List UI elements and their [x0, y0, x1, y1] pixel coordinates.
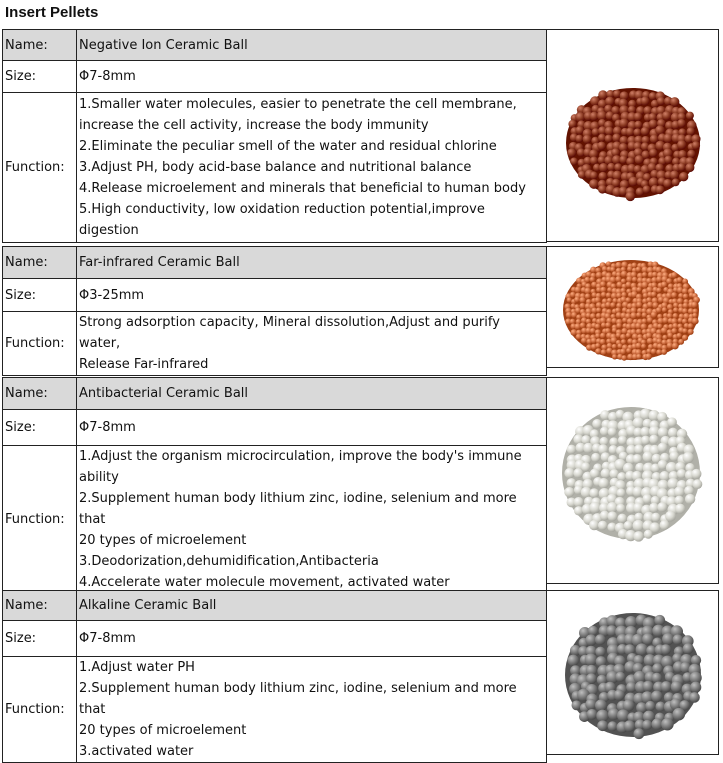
- ceramic-ball: [601, 349, 607, 355]
- product-name: Negative Ion Ceramic Ball: [77, 30, 547, 61]
- ceramic-ball: [634, 444, 644, 454]
- ceramic-ball: [679, 172, 688, 181]
- ceramic-ball: [610, 302, 616, 308]
- ceramic-ball: [600, 333, 606, 339]
- ceramic-ball: [608, 721, 618, 731]
- ceramic-ball: [626, 333, 632, 339]
- ceramic-ball: [631, 263, 637, 269]
- ceramic-ball: [662, 633, 674, 645]
- product-size: Φ3-25mm: [77, 279, 547, 312]
- ceramic-ball: [589, 179, 599, 189]
- ceramic-ball: [585, 699, 596, 710]
- product-spec-table: [2, 246, 547, 376]
- ceramic-ball: [624, 521, 633, 530]
- product-name: Alkaline Ceramic Ball: [77, 591, 547, 621]
- ceramic-ball: [584, 288, 591, 295]
- ceramic-ball: [579, 303, 585, 309]
- ceramic-ball: [661, 644, 672, 655]
- ceramic-ball: [689, 692, 700, 703]
- function-line: 3.Adjust PH, body acid-base balance and nutritional balance: [79, 160, 472, 175]
- ceramic-ball: [642, 494, 652, 504]
- ceramic-ball: [606, 261, 612, 267]
- ceramic-ball: [595, 699, 607, 711]
- ceramic-ball: [656, 185, 665, 194]
- function-line: 20 types of microelement: [79, 723, 247, 738]
- ceramic-ball: [632, 454, 642, 464]
- ceramic-ball: [678, 163, 686, 171]
- ceramic-ball: [635, 343, 641, 349]
- ceramic-ball: [574, 497, 584, 507]
- ceramic-ball: [585, 653, 597, 665]
- size-label: Size:: [3, 61, 77, 93]
- ceramic-ball: [674, 486, 685, 497]
- ceramic-ball: [625, 191, 635, 201]
- ceramic-ball: [627, 266, 633, 272]
- ceramic-ball: [587, 709, 598, 720]
- ceramic-ball: [598, 478, 609, 489]
- ceramic-ball: [629, 177, 639, 187]
- ceramic-ball: [693, 479, 703, 489]
- ceramic-ball: [643, 185, 651, 193]
- ceramic-ball: [662, 307, 667, 312]
- white-ceramic-balls-photo: [547, 378, 719, 585]
- ceramic-ball: [633, 728, 644, 739]
- function-line: digestion: [79, 223, 139, 238]
- ceramic-ball: [600, 281, 606, 287]
- product-image-box: [547, 29, 719, 242]
- ceramic-ball: [589, 488, 599, 498]
- ceramic-ball: [675, 504, 685, 514]
- ceramic-ball: [678, 339, 684, 345]
- ceramic-ball: [652, 663, 662, 673]
- ceramic-ball: [572, 700, 582, 710]
- ceramic-ball: [598, 172, 607, 181]
- ceramic-ball: [672, 313, 678, 319]
- ceramic-ball: [686, 112, 694, 120]
- function-line: 1.Adjust the organism microcirculation, improve the body's immune: [79, 449, 522, 464]
- ceramic-ball: [651, 691, 662, 702]
- ceramic-ball: [590, 328, 596, 334]
- ceramic-ball: [687, 127, 695, 135]
- ceramic-ball: [687, 150, 695, 158]
- ceramic-ball: [600, 339, 606, 345]
- ceramic-ball: [574, 506, 583, 515]
- orange-ceramic-balls-photo: [547, 247, 719, 369]
- ceramic-ball: [649, 435, 658, 444]
- ceramic-ball: [612, 171, 621, 180]
- product-name: Antibacterial Ceramic Ball: [77, 378, 547, 410]
- ceramic-ball: [646, 333, 652, 339]
- function-line: 2.Eliminate the peculiar smell of the water and residual chlorine: [79, 139, 497, 154]
- ceramic-ball: [642, 720, 652, 730]
- ceramic-ball: [626, 127, 635, 136]
- ceramic-ball: [626, 348, 631, 353]
- ceramic-ball: [661, 681, 672, 692]
- ceramic-ball: [580, 322, 586, 328]
- ceramic-ball: [564, 468, 575, 479]
- ceramic-ball: [605, 322, 611, 328]
- ceramic-ball: [672, 178, 680, 186]
- product-spec-table: [2, 29, 547, 243]
- product-card-negative-ion: [2, 29, 720, 242]
- ceramic-ball: [673, 307, 679, 313]
- ceramic-ball: [578, 171, 586, 179]
- ceramic-ball: [574, 286, 581, 293]
- ceramic-ball: [597, 142, 606, 151]
- ceramic-ball: [585, 293, 591, 299]
- ceramic-ball: [691, 469, 701, 479]
- product-card-alkaline: [2, 590, 720, 759]
- ceramic-ball: [677, 140, 686, 149]
- brown-ceramic-balls-photo: [547, 30, 719, 243]
- ceramic-ball: [599, 163, 608, 172]
- ceramic-ball: [612, 354, 617, 359]
- ceramic-ball: [661, 718, 674, 731]
- ceramic-ball: [668, 428, 678, 438]
- product-image-box: [547, 246, 719, 368]
- ceramic-ball: [581, 338, 587, 344]
- ceramic-ball: [595, 333, 601, 339]
- ceramic-ball: [673, 634, 683, 644]
- ceramic-ball: [614, 690, 625, 701]
- ceramic-ball: [683, 293, 689, 299]
- ceramic-ball: [691, 302, 698, 309]
- function-label: Function:: [3, 446, 77, 594]
- ceramic-ball: [626, 276, 633, 283]
- ceramic-ball: [564, 487, 574, 497]
- ceramic-ball: [642, 633, 653, 644]
- ceramic-ball: [633, 520, 644, 531]
- ceramic-ball: [660, 520, 670, 530]
- ceramic-ball: [574, 297, 580, 303]
- ceramic-ball: [598, 521, 608, 531]
- ceramic-ball: [595, 343, 600, 348]
- ceramic-ball: [670, 97, 679, 106]
- ceramic-ball: [662, 111, 671, 120]
- ceramic-ball: [676, 333, 682, 339]
- ceramic-ball: [597, 720, 608, 731]
- ceramic-ball: [636, 643, 648, 655]
- function-line: 3.Deodorization,dehumidification,Antibacteria: [79, 554, 379, 569]
- size-label: Size:: [3, 279, 77, 312]
- ceramic-ball: [670, 170, 679, 179]
- product-function: [77, 657, 547, 763]
- ceramic-ball: [633, 531, 644, 542]
- ceramic-ball: [677, 277, 683, 283]
- function-line: 3.activated water: [79, 744, 194, 759]
- function-line: 1.Smaller water molecules, easier to penetrate the cell membrane,: [79, 97, 517, 112]
- ceramic-ball: [633, 128, 641, 136]
- name-label: Name:: [3, 591, 77, 621]
- gray-ceramic-balls-photo: [547, 591, 719, 756]
- ceramic-ball: [664, 156, 672, 164]
- ceramic-ball: [667, 333, 673, 339]
- ceramic-ball: [607, 511, 617, 521]
- ceramic-ball: [635, 155, 644, 164]
- ceramic-ball: [662, 335, 668, 341]
- ceramic-ball: [641, 127, 650, 136]
- ceramic-ball: [608, 427, 617, 436]
- ceramic-ball: [652, 673, 662, 683]
- ceramic-ball: [671, 272, 678, 279]
- ceramic-ball: [616, 488, 625, 497]
- ceramic-ball: [685, 163, 694, 172]
- name-label: Name:: [3, 247, 77, 279]
- ceramic-ball: [657, 412, 667, 422]
- ceramic-ball: [615, 262, 622, 269]
- ceramic-ball: [661, 327, 668, 334]
- ceramic-ball: [570, 157, 578, 165]
- ceramic-ball: [691, 655, 701, 665]
- ceramic-ball: [575, 112, 585, 122]
- ceramic-ball: [658, 443, 668, 453]
- ceramic-ball: [659, 471, 669, 481]
- ceramic-ball: [605, 97, 614, 106]
- ceramic-ball: [685, 494, 695, 504]
- ceramic-ball: [617, 709, 629, 721]
- function-line: 5.High conductivity, low oxidation reduction potential,improve: [79, 202, 485, 217]
- ceramic-ball: [649, 149, 657, 157]
- product-card-antibacterial: [2, 377, 720, 590]
- ceramic-ball: [634, 121, 642, 129]
- ceramic-ball: [688, 323, 694, 329]
- ceramic-ball: [568, 120, 576, 128]
- ceramic-ball: [595, 348, 601, 354]
- product-function: [77, 93, 547, 243]
- ceramic-ball: [607, 502, 618, 513]
- function-line: 2.Supplement human body lithium zinc, iodine, selenium and more that: [79, 681, 517, 717]
- ceramic-ball: [636, 267, 642, 273]
- ceramic-ball: [621, 339, 627, 345]
- ceramic-ball: [667, 417, 677, 427]
- ceramic-ball: [692, 318, 699, 325]
- function-line: 20 types of microelement: [79, 533, 247, 548]
- ceramic-ball: [595, 634, 606, 645]
- ceramic-ball: [607, 163, 615, 171]
- ceramic-ball: [692, 313, 697, 318]
- name-label: Name:: [3, 30, 77, 61]
- ceramic-ball: [630, 312, 637, 319]
- ceramic-ball: [606, 292, 612, 298]
- ceramic-ball: [641, 344, 647, 350]
- ceramic-ball: [636, 302, 642, 308]
- ceramic-ball: [683, 303, 689, 309]
- ceramic-ball: [590, 171, 598, 179]
- ceramic-ball: [595, 647, 605, 657]
- ceramic-ball: [683, 643, 694, 654]
- function-line: increase the cell activity, increase the body immunity: [79, 118, 429, 133]
- ceramic-ball: [596, 710, 608, 722]
- ceramic-ball: [657, 502, 667, 512]
- ceramic-ball: [651, 292, 657, 298]
- ceramic-ball: [605, 127, 614, 136]
- ceramic-ball: [619, 119, 629, 129]
- ceramic-ball: [634, 112, 643, 121]
- product-image-box: [547, 377, 719, 584]
- ceramic-ball: [661, 349, 667, 355]
- ceramic-ball: [590, 156, 598, 164]
- ceramic-ball: [642, 318, 648, 324]
- ceramic-ball: [665, 511, 676, 522]
- function-line: 1.Adjust water PH: [79, 660, 195, 675]
- function-label: Function:: [3, 312, 77, 376]
- ceramic-ball: [677, 119, 686, 128]
- ceramic-ball: [598, 185, 607, 194]
- ceramic-ball: [636, 312, 641, 317]
- ceramic-ball: [644, 530, 653, 539]
- ceramic-ball: [643, 451, 654, 462]
- ceramic-ball: [677, 469, 686, 478]
- page-title: Insert Pellets: [5, 4, 99, 21]
- ceramic-ball: [645, 353, 652, 360]
- ceramic-ball: [683, 452, 694, 463]
- ceramic-ball: [654, 615, 665, 626]
- product-size: Φ7-8mm: [77, 621, 547, 657]
- ceramic-ball: [673, 708, 686, 721]
- function-line: Strong adsorption capacity, Mineral dissolution,Adjust and purify water,: [79, 315, 500, 351]
- ceramic-ball: [657, 97, 665, 105]
- ceramic-ball: [642, 272, 648, 278]
- function-line: Release Far-infrared: [79, 357, 209, 372]
- ceramic-ball: [615, 276, 621, 282]
- function-label: Function:: [3, 93, 77, 243]
- ceramic-ball: [579, 297, 585, 303]
- ceramic-ball: [573, 468, 583, 478]
- product-card-far-infrared: [2, 246, 720, 372]
- function-label: Function:: [3, 657, 77, 763]
- ceramic-ball: [641, 436, 650, 445]
- ceramic-ball: [612, 344, 618, 350]
- ceramic-ball: [649, 120, 658, 129]
- ceramic-ball: [671, 292, 677, 298]
- ceramic-ball: [645, 701, 655, 711]
- ceramic-ball: [605, 135, 613, 143]
- ceramic-ball: [596, 307, 601, 312]
- size-label: Size:: [3, 410, 77, 446]
- product-size: Φ7-8mm: [77, 61, 547, 93]
- ceramic-ball: [592, 419, 602, 429]
- product-name: Far-infrared Ceramic Ball: [77, 247, 547, 279]
- ceramic-ball: [567, 655, 579, 667]
- ceramic-ball: [621, 355, 627, 361]
- ceramic-ball: [663, 179, 672, 188]
- product-function: [77, 312, 547, 376]
- ceramic-ball: [641, 97, 650, 106]
- ceramic-ball: [643, 681, 654, 692]
- ceramic-ball: [656, 288, 662, 294]
- ceramic-ball: [651, 312, 658, 319]
- ceramic-ball: [624, 720, 635, 731]
- function-line: 4.Accelerate water molecule movement, activated water: [79, 575, 450, 590]
- ceramic-ball: [616, 504, 625, 513]
- ceramic-ball: [651, 513, 660, 522]
- function-line: ability: [79, 470, 119, 485]
- ceramic-ball: [616, 323, 622, 329]
- ceramic-ball: [588, 626, 598, 636]
- ceramic-ball: [567, 148, 576, 157]
- ceramic-ball: [690, 682, 701, 693]
- ceramic-ball: [651, 348, 657, 354]
- ceramic-ball: [581, 462, 590, 471]
- ceramic-ball: [663, 133, 672, 142]
- ceramic-ball: [575, 135, 583, 143]
- ceramic-ball: [589, 520, 599, 530]
- product-image-box: [547, 590, 719, 755]
- ceramic-ball: [636, 354, 642, 360]
- ceramic-ball: [595, 324, 601, 330]
- ceramic-ball: [617, 514, 627, 524]
- ceramic-ball: [632, 277, 638, 283]
- product-spec-table: [2, 590, 547, 763]
- ceramic-ball: [640, 427, 650, 437]
- ceramic-ball: [583, 135, 592, 144]
- ceramic-ball: [567, 445, 577, 455]
- size-label: Size:: [3, 621, 77, 657]
- product-size: Φ7-8mm: [77, 410, 547, 446]
- ceramic-ball: [601, 292, 607, 298]
- ceramic-ball: [656, 307, 662, 313]
- function-line: 2.Supplement human body lithium zinc, iodine, selenium and more that: [79, 491, 517, 527]
- ceramic-ball: [682, 328, 688, 334]
- ceramic-ball: [647, 338, 654, 345]
- ceramic-ball: [636, 287, 641, 292]
- ceramic-ball: [601, 468, 611, 478]
- product-function: [77, 446, 547, 594]
- ceramic-ball: [618, 436, 627, 445]
- ceramic-ball: [688, 329, 694, 335]
- ceramic-ball: [682, 288, 688, 294]
- ceramic-ball: [661, 281, 667, 287]
- ceramic-ball: [615, 672, 625, 682]
- ceramic-ball: [671, 681, 682, 692]
- product-spec-table: [2, 377, 547, 594]
- ceramic-ball: [672, 343, 679, 350]
- ceramic-ball: [619, 156, 627, 164]
- ceramic-ball: [692, 141, 700, 149]
- function-line: 4.Release microelement and minerals that beneficial to human body: [79, 181, 526, 196]
- ceramic-ball: [596, 272, 603, 279]
- name-label: Name:: [3, 378, 77, 410]
- ceramic-ball: [591, 453, 600, 462]
